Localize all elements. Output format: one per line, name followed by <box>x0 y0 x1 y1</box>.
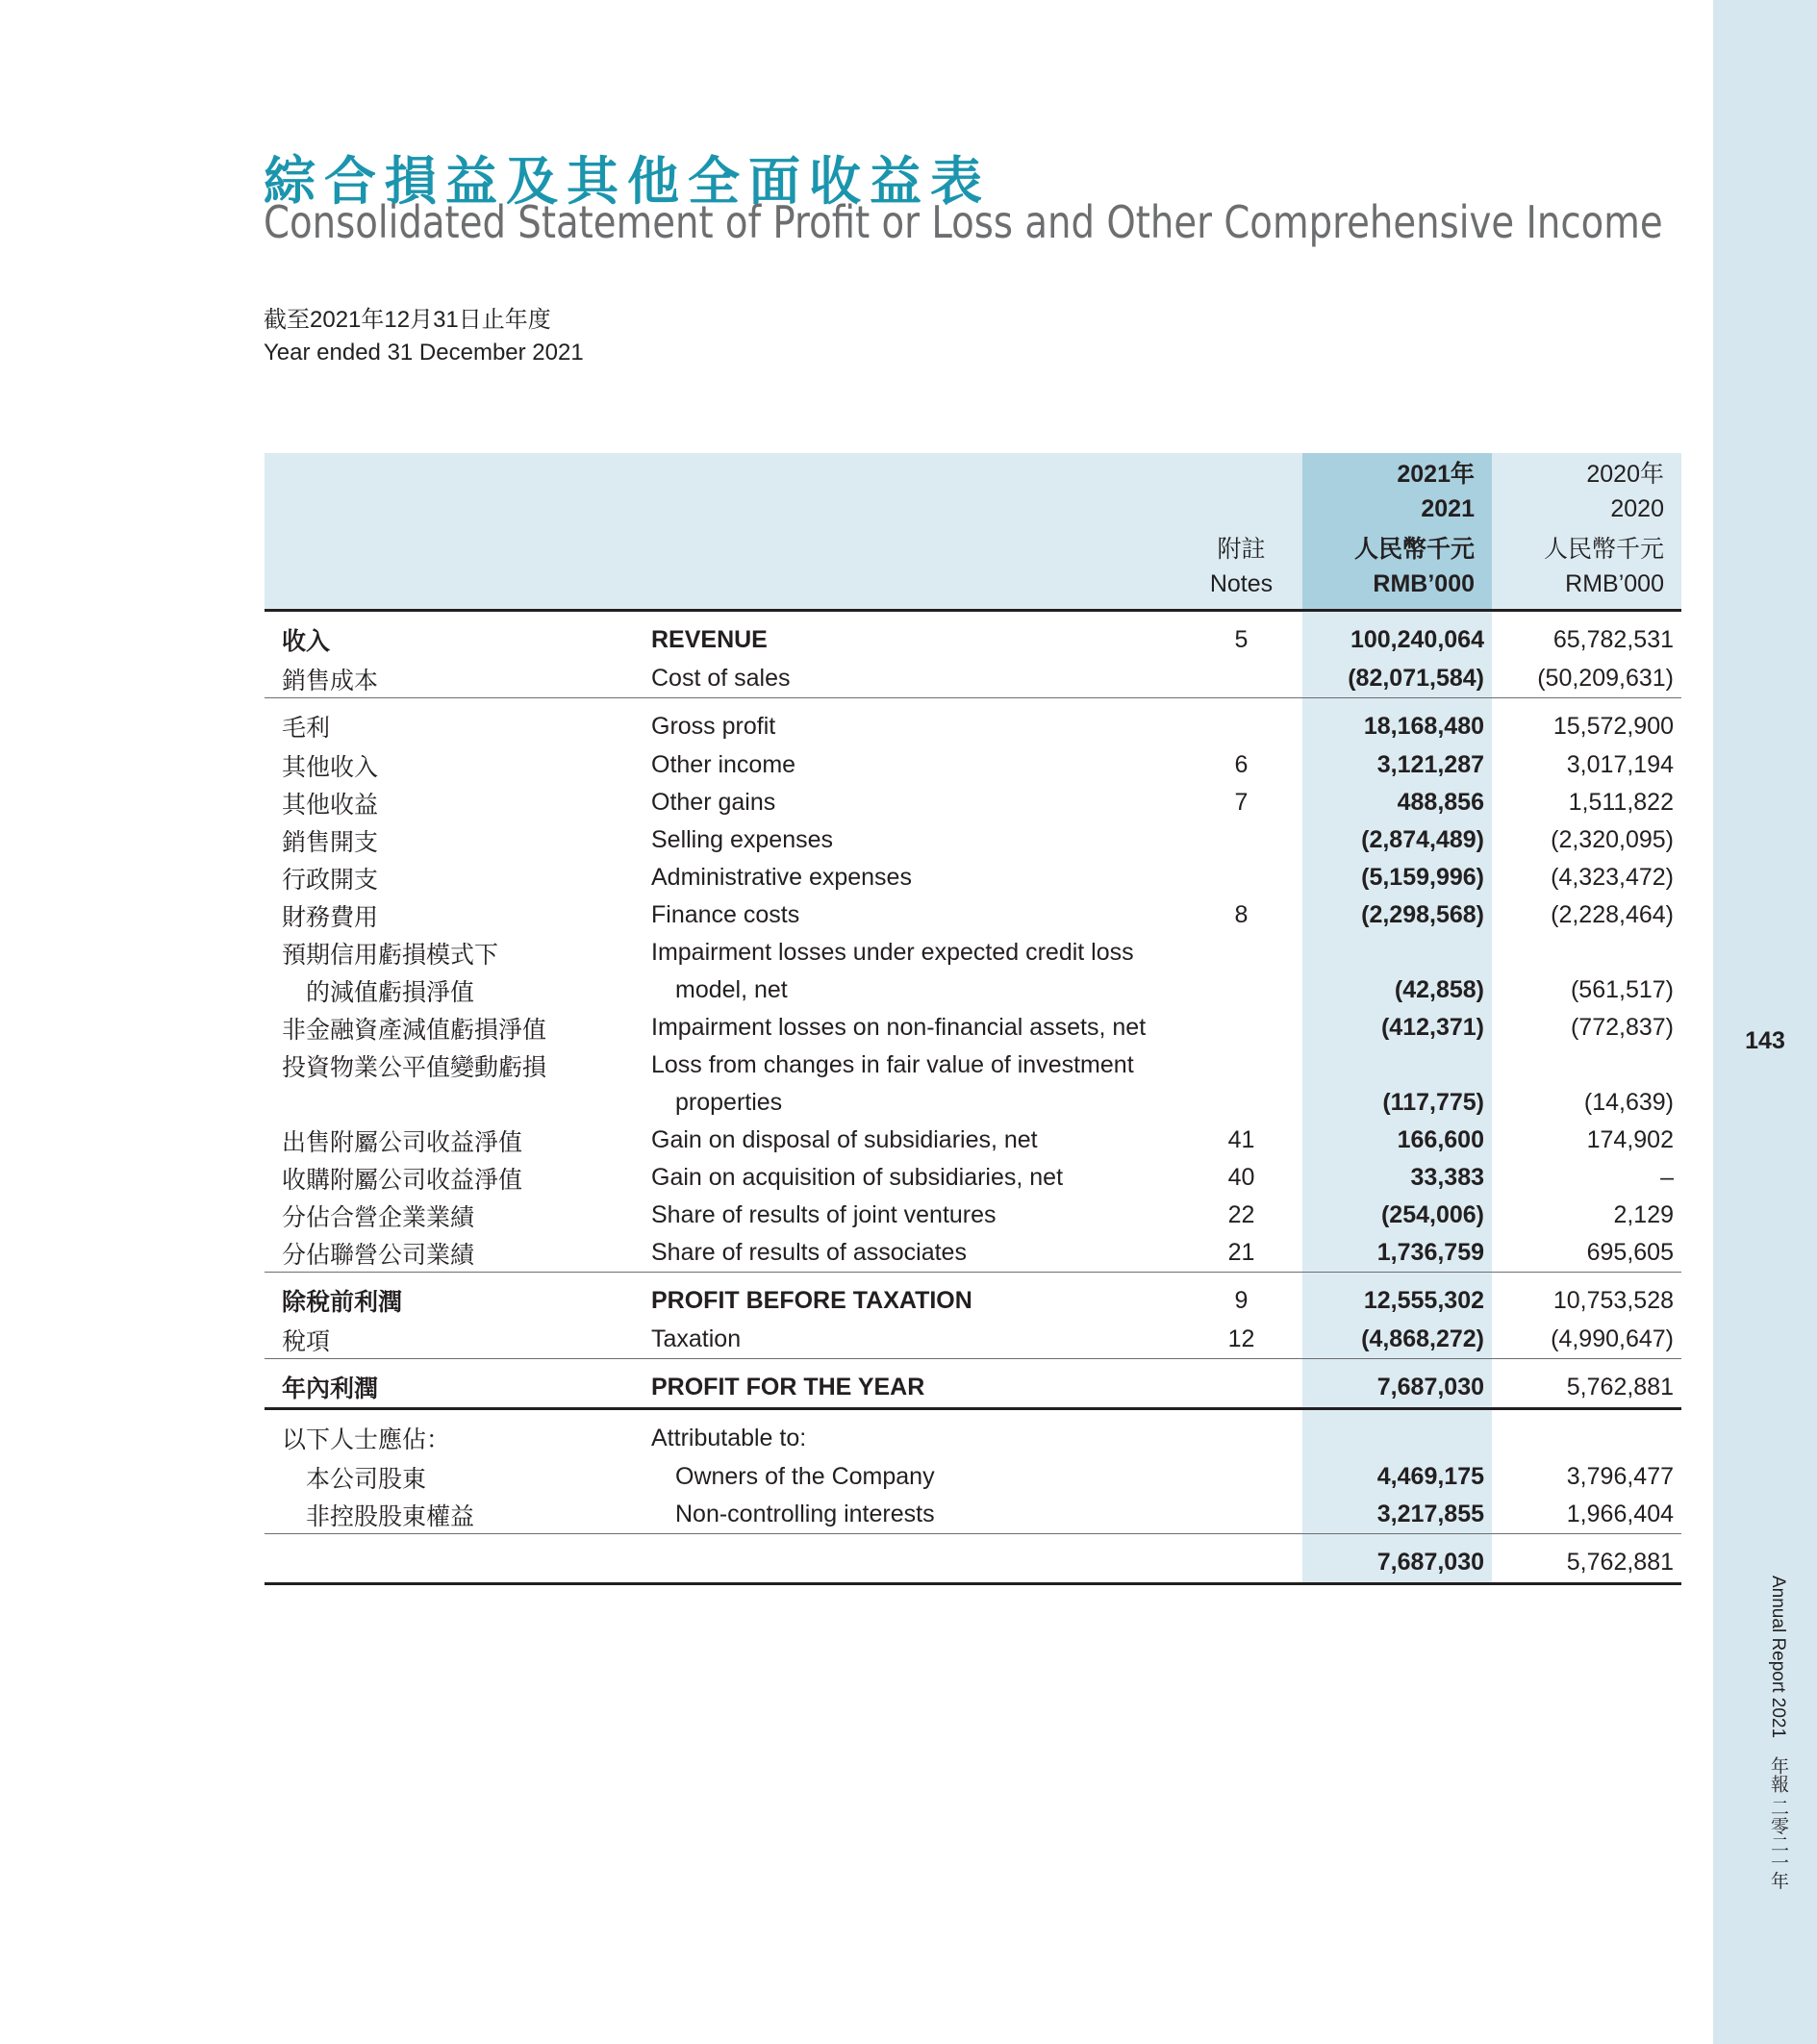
value-2020: 3,017,194 <box>1566 751 1674 778</box>
value-2020: 5,762,881 <box>1492 1534 1681 1584</box>
value-2020: (4,323,472) <box>1551 864 1674 891</box>
value-2021: 12,555,302 <box>1302 1273 1492 1322</box>
row-fair-value-loss-line1 <box>265 1047 1681 1084</box>
label-zh: 稅項 <box>265 1321 642 1359</box>
header-prior-year-zh: 2020年 <box>1492 453 1681 491</box>
label-zh: 其他收入 <box>282 753 379 781</box>
note-ref <box>1180 934 1302 972</box>
note-ref: 41 <box>1227 1126 1255 1153</box>
header-prior-unit-zh: 人民幣千元 <box>1492 528 1681 566</box>
header-current-year-en: 2021 <box>1302 491 1492 528</box>
label-zh: 年內利潤 <box>265 1359 642 1409</box>
row-selling-expenses <box>265 821 1681 859</box>
row-impairment-ecl-line2 <box>265 972 1681 1009</box>
label-en: model, net <box>675 976 788 1003</box>
value-2021: 100,240,064 <box>1302 611 1492 661</box>
note-ref <box>1180 1047 1302 1084</box>
value-2020: (14,639) <box>1583 1089 1674 1116</box>
value-2020: 174,902 <box>1586 1126 1674 1153</box>
label-en: Impairment losses on non-financial assets, net <box>651 1014 1147 1041</box>
value-2020: 10,753,528 <box>1552 1286 1674 1314</box>
note-ref <box>1180 1084 1302 1122</box>
value-2020: (2,228,464) <box>1551 901 1674 928</box>
page-title-en: Consolidated Statement of Profit or Loss and Other Comprehensive Income <box>264 196 1663 248</box>
row-gain-acquisition-subsidiaries <box>265 1159 1681 1197</box>
value-2021: (254,006) <box>1302 1197 1492 1234</box>
value-2021: 3,121,287 <box>1302 746 1492 784</box>
value-2021: 7,687,030 <box>1302 1534 1492 1584</box>
value-2020: (2,320,095) <box>1551 826 1674 853</box>
row-finance-costs <box>265 896 1681 934</box>
label-en: Loss from changes in fair value of investment <box>651 1051 1134 1078</box>
value-2021: (117,775) <box>1302 1084 1492 1122</box>
row-other-gains <box>265 784 1681 821</box>
period-zh: 截至2021年12月31日止年度 <box>264 307 551 333</box>
header-prior-year-en: 2020 <box>1492 491 1681 528</box>
label-en: Share of results of associates <box>642 1234 1180 1273</box>
note-ref <box>1180 1458 1302 1496</box>
value-2021: (82,071,584) <box>1302 660 1492 698</box>
page-title-zh: 綜合損益及其他全面收益表 <box>264 150 991 212</box>
label-zh <box>265 1084 642 1122</box>
note-ref <box>1180 859 1302 896</box>
value-2020: 695,605 <box>1492 1234 1681 1273</box>
label-zh: 投資物業公平值變動虧損 <box>282 1053 547 1081</box>
value-2021 <box>1302 1047 1492 1084</box>
value-2021: 4,469,175 <box>1302 1458 1492 1496</box>
note-ref <box>1180 821 1302 859</box>
label-en: PROFIT BEFORE TAXATION <box>651 1286 972 1314</box>
row-share-joint-ventures <box>265 1197 1681 1234</box>
row-taxation <box>265 1321 1681 1359</box>
header-notes-zh: 附註 <box>1180 528 1302 566</box>
header-current-year-zh: 2021年 <box>1302 453 1492 491</box>
label-zh: 毛利 <box>282 715 331 742</box>
value-2021: 7,687,030 <box>1302 1359 1492 1409</box>
value-2021: (4,868,272) <box>1302 1321 1492 1359</box>
row-other-income <box>265 746 1681 784</box>
header-row-unit-en <box>265 566 1681 611</box>
row-profit-before-taxation <box>265 1273 1681 1322</box>
header-current-unit-zh: 人民幣千元 <box>1302 528 1492 566</box>
note-ref <box>1180 660 1302 698</box>
value-2020: (4,990,647) <box>1492 1321 1681 1359</box>
value-2021: (42,858) <box>1302 972 1492 1009</box>
label-zh: 非金融資產減值虧損淨值 <box>282 1016 547 1044</box>
row-non-controlling-interests <box>265 1496 1681 1534</box>
row-revenue <box>265 611 1681 661</box>
row-impairment-non-financial <box>265 1009 1681 1047</box>
label-zh: 行政開支 <box>282 866 379 894</box>
label-en: Gross profit <box>651 712 776 740</box>
value-2020: 5,762,881 <box>1492 1359 1681 1409</box>
row-attributable-total <box>265 1534 1681 1584</box>
label-en: Cost of sales <box>642 660 1180 698</box>
value-2021: 1,736,759 <box>1302 1234 1492 1273</box>
note-ref: 22 <box>1227 1201 1255 1228</box>
value-2021: 3,217,855 <box>1302 1496 1492 1534</box>
value-2020 <box>1492 934 1681 972</box>
label-en: REVENUE <box>651 625 768 653</box>
value-2020 <box>1492 1409 1681 1459</box>
annual-report-footer: Annual Report 2021 年報 二零二一年 <box>1768 1576 1788 1890</box>
note-ref <box>1180 972 1302 1009</box>
header-notes-en: Notes <box>1180 566 1302 611</box>
header-row-unit-zh <box>265 528 1681 566</box>
label-en: PROFIT FOR THE YEAR <box>642 1359 1180 1409</box>
value-2020: 2,129 <box>1613 1201 1674 1228</box>
value-2021: (5,159,996) <box>1302 859 1492 896</box>
label-zh: 預期信用虧損模式下 <box>282 941 499 969</box>
label-en <box>642 1534 1180 1584</box>
note-ref: 5 <box>1234 625 1249 653</box>
label-en: Gain on acquisition of subsidiaries, net <box>651 1164 1064 1191</box>
value-2021: 18,168,480 <box>1302 698 1492 747</box>
label-en: Owners of the Company <box>675 1463 935 1490</box>
row-cost-of-sales <box>265 660 1681 698</box>
label-zh <box>265 1534 642 1584</box>
label-en: Selling expenses <box>651 826 834 853</box>
label-en: Attributable to: <box>651 1424 807 1451</box>
label-en: Other gains <box>651 789 776 816</box>
value-2020: 3,796,477 <box>1566 1463 1674 1490</box>
value-2020: 65,782,531 <box>1552 625 1674 653</box>
note-ref <box>1180 1009 1302 1047</box>
value-2020: (561,517) <box>1570 976 1674 1003</box>
row-attributable-to <box>265 1409 1681 1459</box>
note-ref <box>1180 698 1302 747</box>
label-zh: 本公司股東 <box>306 1465 427 1493</box>
label-en: Taxation <box>642 1321 1180 1359</box>
label-zh: 的減值虧損淨值 <box>306 978 475 1006</box>
value-2021: (2,298,568) <box>1302 896 1492 934</box>
label-en: Impairment losses under expected credit loss <box>651 939 1134 966</box>
note-ref: 12 <box>1180 1321 1302 1359</box>
row-owners-of-company <box>265 1458 1681 1496</box>
value-2021: (2,874,489) <box>1302 821 1492 859</box>
label-zh: 以下人士應佔： <box>282 1426 451 1453</box>
label-zh: 非控股股東權益 <box>265 1496 642 1534</box>
note-ref <box>1180 1496 1302 1534</box>
header-row-year-en <box>265 491 1681 528</box>
row-fair-value-loss-line2 <box>265 1084 1681 1122</box>
label-zh: 其他收益 <box>282 791 379 819</box>
note-ref: 8 <box>1234 901 1249 928</box>
value-2021: (412,371) <box>1302 1009 1492 1047</box>
note-ref: 9 <box>1234 1286 1249 1314</box>
row-profit-for-the-year <box>265 1359 1681 1409</box>
note-ref <box>1180 1409 1302 1459</box>
page-number: 143 <box>1745 1027 1785 1054</box>
header-row-year-zh <box>265 453 1681 491</box>
row-share-associates <box>265 1234 1681 1273</box>
note-ref: 21 <box>1180 1234 1302 1273</box>
row-administrative-expenses <box>265 859 1681 896</box>
value-2020: 1,511,822 <box>1568 789 1674 816</box>
note-ref: 6 <box>1234 751 1249 778</box>
label-zh: 銷售成本 <box>265 660 642 698</box>
value-2020: – <box>1660 1164 1674 1191</box>
header-current-unit-en: RMB’000 <box>1302 566 1492 611</box>
label-en: Administrative expenses <box>651 864 912 891</box>
row-impairment-ecl-line1 <box>265 934 1681 972</box>
label-en: Non-controlling interests <box>642 1496 1180 1534</box>
value-2021: 488,856 <box>1302 784 1492 821</box>
label-zh: 出售附屬公司收益淨值 <box>282 1128 523 1156</box>
value-2020 <box>1492 1047 1681 1084</box>
value-2020: (50,209,631) <box>1492 660 1681 698</box>
label-zh: 除稅前利潤 <box>282 1289 403 1316</box>
value-2020: (772,837) <box>1570 1014 1674 1041</box>
value-2021 <box>1302 934 1492 972</box>
header-prior-unit-en: RMB’000 <box>1492 566 1681 611</box>
label-zh: 分佔合營企業業績 <box>282 1203 475 1231</box>
label-zh: 收入 <box>282 628 331 655</box>
value-2021: 166,600 <box>1302 1122 1492 1159</box>
label-en: Gain on disposal of subsidiaries, net <box>651 1126 1038 1153</box>
label-zh: 收購附屬公司收益淨值 <box>282 1166 523 1194</box>
label-zh: 分佔聯營公司業績 <box>265 1234 642 1273</box>
label-zh: 銷售開支 <box>282 828 379 856</box>
label-zh: 財務費用 <box>282 903 379 931</box>
note-ref: 40 <box>1227 1164 1255 1191</box>
value-2021 <box>1302 1409 1492 1459</box>
note-ref: 7 <box>1234 789 1249 816</box>
label-en: properties <box>675 1089 783 1116</box>
value-2020: 1,966,404 <box>1492 1496 1681 1534</box>
note-ref <box>1180 1534 1302 1584</box>
value-2020: 15,572,900 <box>1552 712 1674 740</box>
income-statement-table <box>265 453 1681 1585</box>
label-en: Finance costs <box>651 901 800 928</box>
row-gain-disposal-subsidiaries <box>265 1122 1681 1159</box>
label-en: Share of results of joint ventures <box>651 1201 997 1228</box>
label-en: Other income <box>651 751 796 778</box>
value-2021: 33,383 <box>1302 1159 1492 1197</box>
note-ref <box>1180 1359 1302 1409</box>
period-en: Year ended 31 December 2021 <box>264 340 584 366</box>
row-gross-profit <box>265 698 1681 747</box>
